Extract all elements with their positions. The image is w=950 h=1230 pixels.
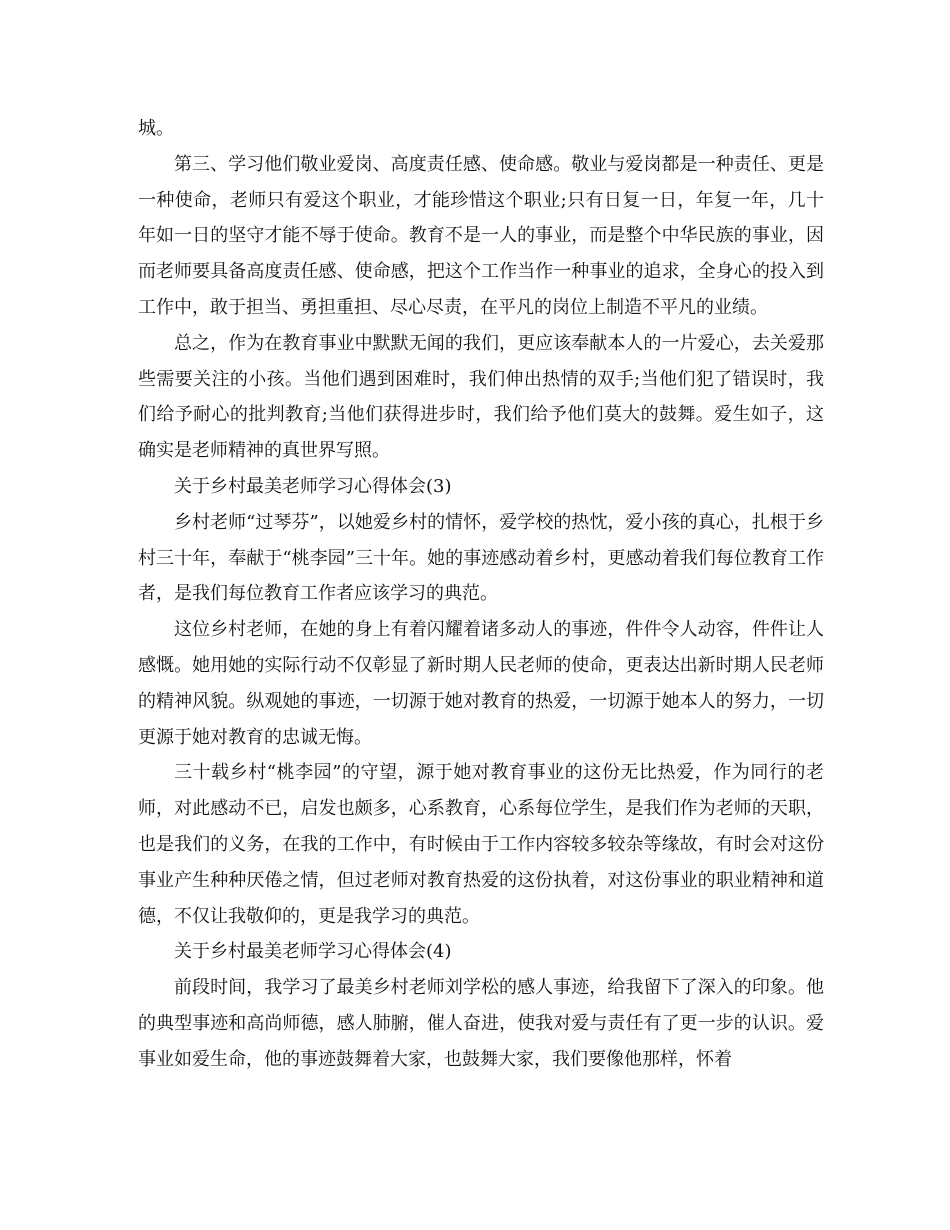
paragraph-guo-qinfen-intro: 乡村老师“过琴芬”，以她爱乡村的情怀，爱学校的热忱，爱小孩的真心，扎根于乡村三十年，奉献于“桃李园”三十年。她的事迹感动着乡村，更感动着我们每位教育工作者，是我们每位教育工作者应该学习的典范。 bbox=[138, 511, 824, 605]
document-body bbox=[138, 111, 824, 1078]
paragraph-conclusion: 总之，作为在教育事业中默默无闻的我们，更应该奉献本人的一片爱心，去关爱那些需要关注的小孩。当他们遇到困难时，我们伸出热情的双手;当他们犯了错误时，我们给予耐心的批判教育;当他们获得进步时，我们给予他们莫大的鼓舞。爱生如子，这确实是老师精神的真世界写照。 bbox=[138, 332, 824, 462]
paragraph-guo-qinfen-reflection: 三十载乡村“桃李园”的守望，源于她对教育事业的这份无比热爱，作为同行的老师，对此感动不已，启发也颇多，心系教育，心系每位学生，是我们作为老师的天职，也是我们的义务，在我的工作中，有时候由于工作内容较多较杂等缘故，有时会对这份事业产生种种厌倦之情，但过老师对教育热爱的这份执着，对这份事业的职业精神和道德，不仅让我敬仰的，更是我学习的典范。 bbox=[138, 762, 824, 927]
paragraph-liu-xuesong: 前段时间，我学习了最美乡村老师刘学松的感人事迹，给我留下了深入的印象。他的典型事迹和高尚师德，感人肺腑，催人奋进，使我对爱与责任有了更一步的认识。爱事业如爱生命，他的事迹鼓舞着大家，也鼓舞大家，我们要像他那样，怀着 bbox=[138, 977, 824, 1070]
paragraph-guo-qinfen-deeds: 这位乡村老师，在她的身上有着闪耀着诸多动人的事迹，件件令人动容，件件让人感慨。她用她的实际行动不仅彰显了新时期人民老师的使命，更表达出新时期人民老师的精神风貌。纵观她的事迹，一切源于她对教育的热爱，一切源于她本人的努力，一切更源于她对教育的忠诚无悔。 bbox=[138, 619, 824, 748]
paragraph-continuation: 城。 bbox=[138, 118, 174, 139]
section-heading-4: 关于乡村最美老师学习心得体会(4) bbox=[174, 941, 452, 963]
section-heading-3: 关于乡村最美老师学习心得体会(3) bbox=[174, 475, 452, 497]
paragraph-third-point: 第三、学习他们敬业爱岗、高度责任感、使命感。敬业与爱岗都是一种责任、更是一种使命，老师只有爱这个职业，才能珍惜这个职业;只有日复一日，年复一年，几十年如一日的坚守才能不辱于使命。教育不是一人的事业，而是整个中华民族的事业，因而老师要具备高度责任感、使命感，把这个工作当作一种事业的追求，全身心的投入到工作中，敢于担当、勇担重担、尽心尽责，在平凡的岗位上制造不平凡的业绩。 bbox=[138, 153, 824, 318]
